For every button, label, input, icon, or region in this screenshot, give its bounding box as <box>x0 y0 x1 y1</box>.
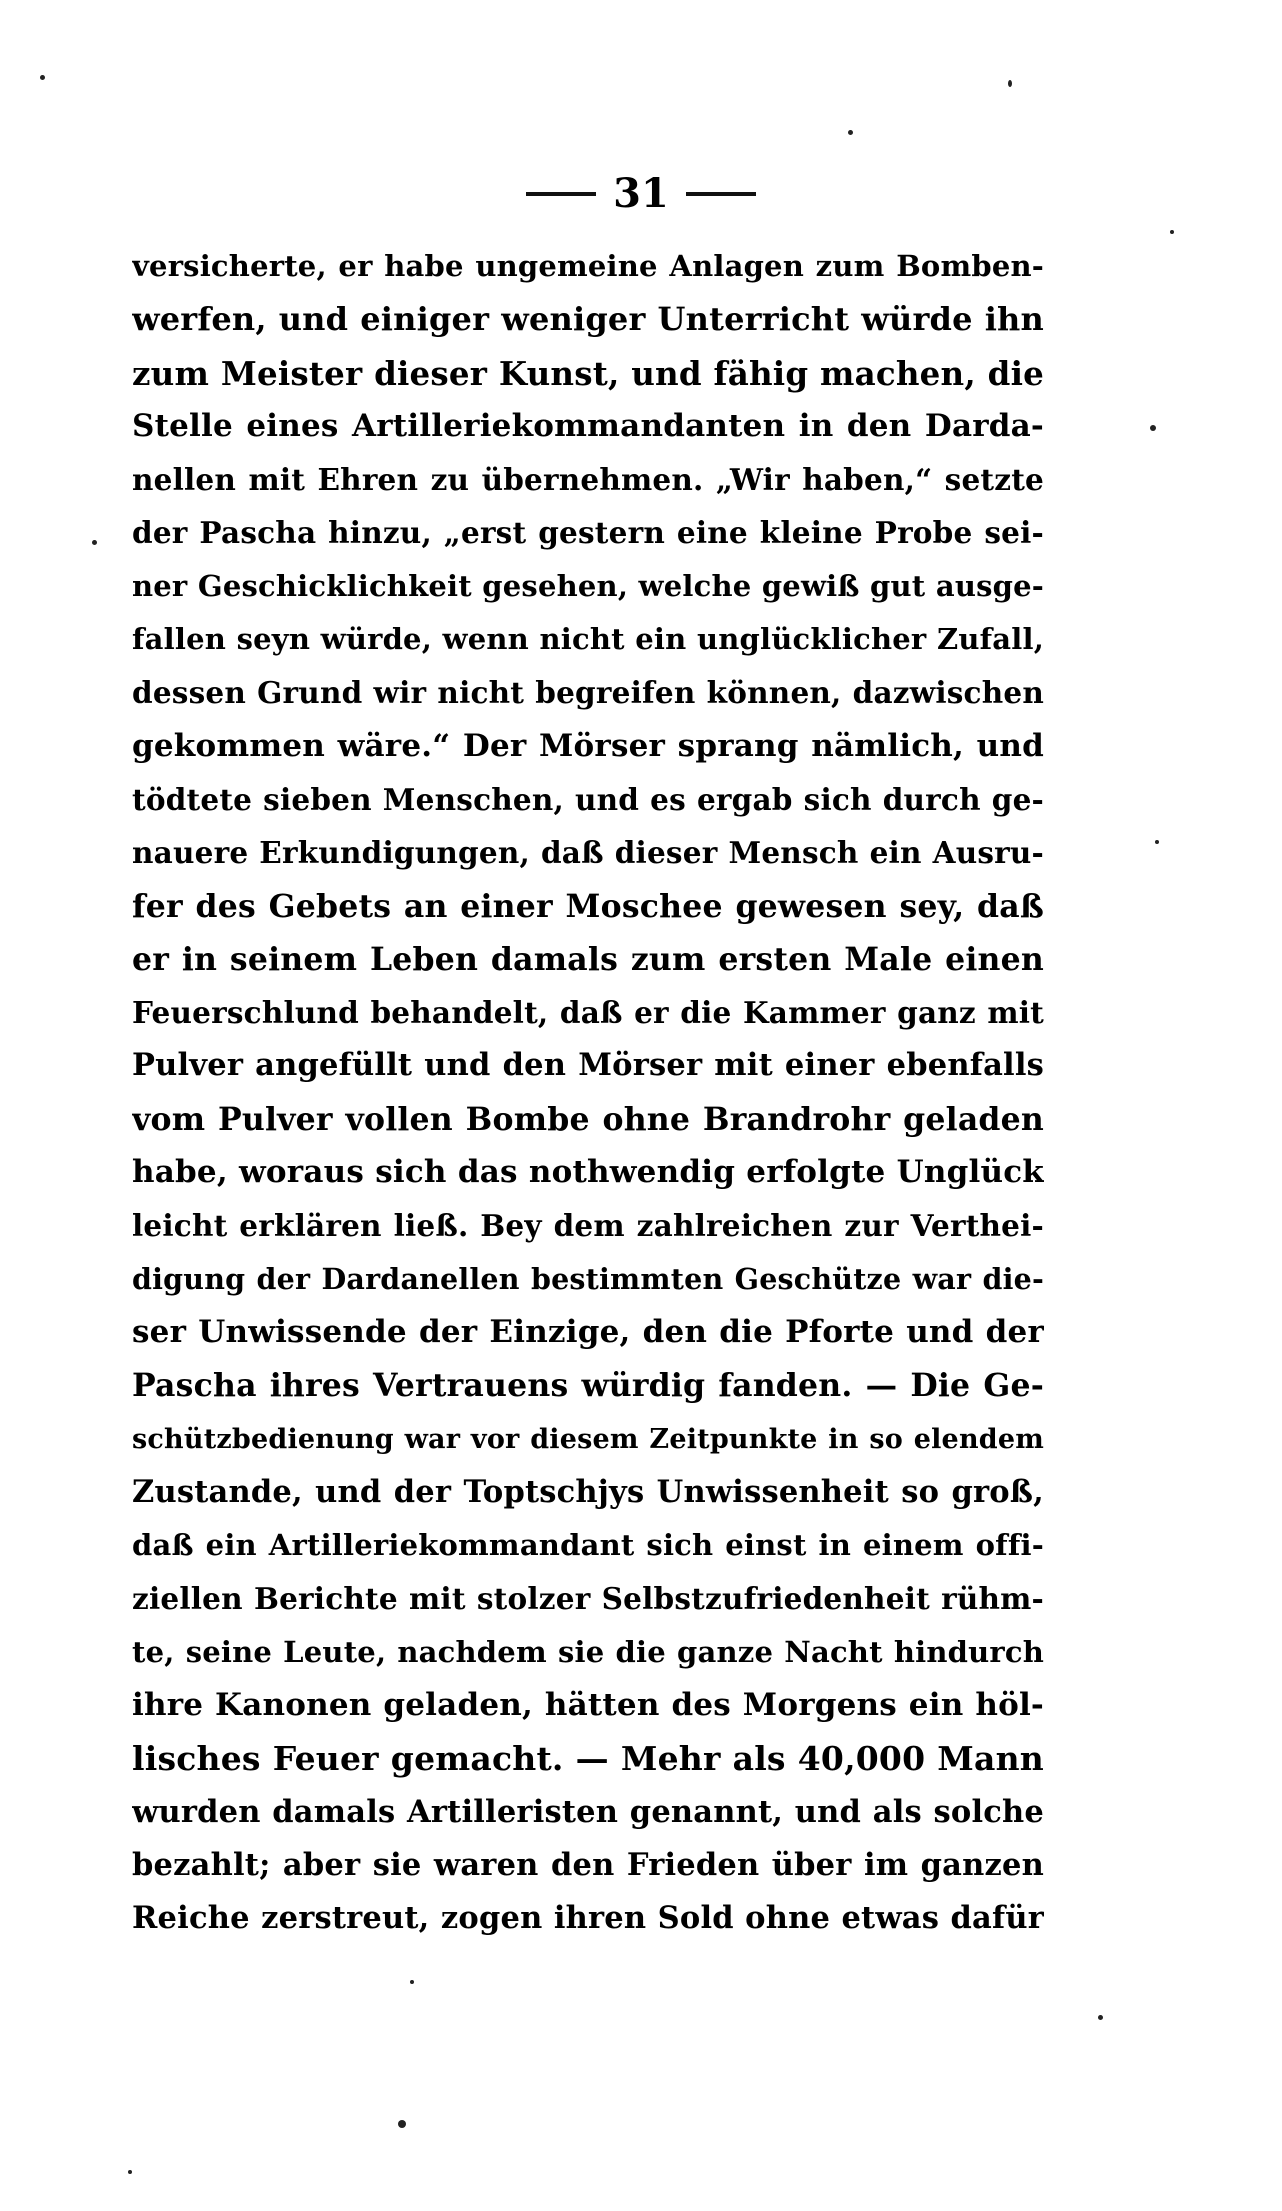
scan-speck <box>1098 2015 1103 2020</box>
text-line: werfen, und einiger weniger Unterricht würde ihn <box>132 300 1044 339</box>
text-line: Feuerschlund behandelt, daß er die Kammer ganz mit <box>132 995 1044 1031</box>
text-line: der Pascha hinzu, „erst gestern eine kleine Probe sei- <box>132 515 1044 551</box>
text-line: lisches Feuer gemacht. — Mehr als 40,000 Mann <box>132 1739 1044 1779</box>
text-line: ihre Kanonen geladen, hätten des Morgens ein höl- <box>132 1687 1044 1724</box>
body-text <box>132 240 1044 1946</box>
text-line: Pascha ihres Vertrauens würdig fanden. — Die Ge- <box>132 1367 1044 1405</box>
scan-speck <box>398 2120 406 2128</box>
text-line: zum Meister dieser Kunst, und fähig machen, die <box>132 353 1044 393</box>
text-line: leicht erklären ließ. Bey dem zahlreichen zur Verthei- <box>132 1208 1044 1244</box>
text-line: Stelle eines Artilleriekommandanten in den Darda- <box>132 407 1044 444</box>
scan-speck <box>1008 80 1012 87</box>
text-line: Reiche zerstreut, zogen ihren Sold ohne etwas dafür <box>132 1900 1044 1937</box>
text-line: nauere Erkundigungen, daß dieser Mensch ein Ausru- <box>132 835 1044 871</box>
scan-speck <box>92 540 97 545</box>
text-line: dessen Grund wir nicht begreifen können, dazwischen <box>132 675 1044 711</box>
scan-speck <box>1150 425 1156 431</box>
text-line: schützbedienung war vor diesem Zeitpunkte in so elendem <box>132 1423 1044 1455</box>
text-line: nellen mit Ehren zu übernehmen. „Wir haben,“ setzte <box>132 462 1044 498</box>
text-line: fallen seyn würde, wenn nicht ein unglücklicher Zufall, <box>132 622 1044 657</box>
header-rule-left <box>526 192 596 196</box>
scan-speck <box>1155 840 1159 844</box>
text-line: ser Unwissende der Einzige, den die Pforte und der <box>132 1313 1044 1350</box>
text-line: er in seinem Leben damals zum ersten Male einen <box>132 940 1044 978</box>
scan-speck <box>848 130 853 135</box>
scan-speck <box>40 75 45 80</box>
text-line: daß ein Artilleriekommandant sich einst in einem offi- <box>132 1528 1044 1563</box>
scan-speck <box>1170 230 1174 234</box>
text-line: vom Pulver vollen Bombe ohne Brandrohr geladen <box>132 1100 1044 1138</box>
header-rule-right <box>686 192 756 196</box>
text-line: versicherte, er habe ungemeine Anlagen zum Bomben- <box>132 249 1044 283</box>
page-header <box>0 170 1282 230</box>
text-line: gekommen wäre.“ Der Mörser sprang nämlich, und <box>132 727 1044 764</box>
text-line: tödtete sieben Menschen, und es ergab sich durch ge- <box>132 781 1044 817</box>
text-line: habe, woraus sich das nothwendig erfolgte Unglück <box>132 1154 1044 1191</box>
text-line: Zustande, und der Toptschjys Unwissenheit so groß, <box>132 1473 1044 1510</box>
text-line: fer des Gebets an einer Moschee gewesen sey, daß <box>132 887 1044 925</box>
text-line: digung der Dardanellen bestimmten Geschütze war die- <box>132 1261 1044 1296</box>
text-line: bezahlt; aber sie waren den Frieden über im ganzen <box>132 1846 1044 1883</box>
scan-speck <box>128 2170 132 2174</box>
text-line: Pulver angefüllt und den Mörser mit einer ebenfalls <box>132 1047 1044 1084</box>
text-line: ner Geschicklichkeit gesehen, welche gewiß gut ausge- <box>132 568 1044 603</box>
text-line: te, seine Leute, nachdem sie die ganze Nacht hindurch <box>132 1634 1044 1669</box>
page-number: 31 <box>613 170 669 217</box>
scan-speck <box>410 1980 414 1984</box>
text-line: wurden damals Artilleristen genannt, und als solche <box>132 1793 1044 1830</box>
text-line: ziellen Berichte mit stolzer Selbstzufriedenheit rühm- <box>132 1581 1044 1617</box>
